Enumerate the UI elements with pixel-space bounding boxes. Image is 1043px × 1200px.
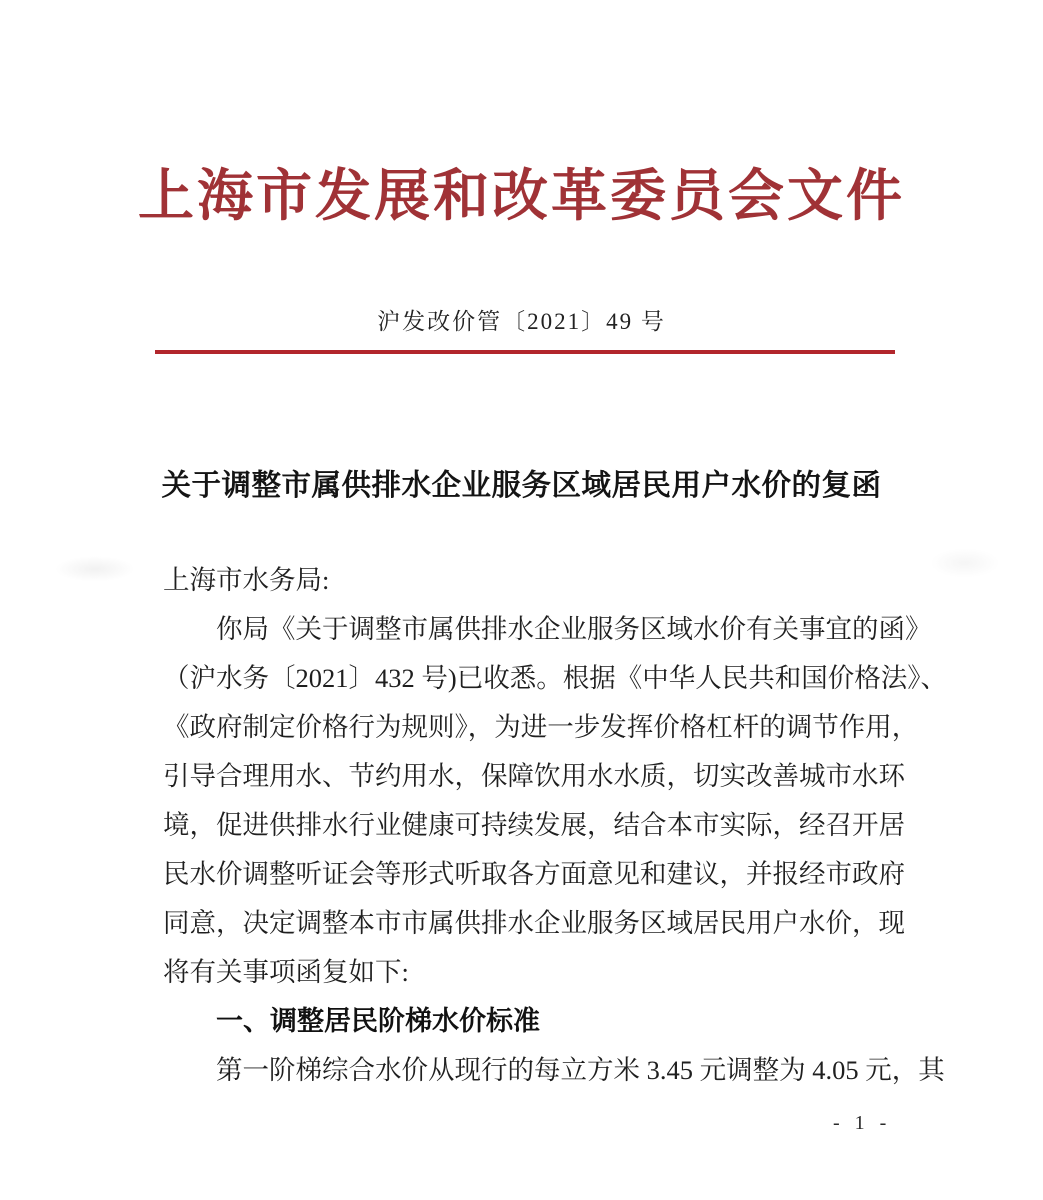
- body-line: 将有关事项函复如下:: [163, 957, 409, 987]
- body-line: 民水价调整听证会等形式听取各方面意见和建议，并报经市政府: [163, 859, 905, 889]
- document-body: [163, 556, 947, 1095]
- scan-smudge: [55, 556, 135, 582]
- agency-title: 上海市发展和改革委员会文件: [138, 166, 905, 228]
- addressee: 上海市水务局:: [163, 565, 330, 595]
- section-heading: 一、调整居民阶梯水价标准: [216, 1006, 540, 1036]
- body-continuation-line: 第一阶梯综合水价从现行的每立方米 3.45 元调整为 4.05 元，其: [216, 1055, 945, 1085]
- body-line: 引导合理用水、节约用水，保障饮用水水质，切实改善城市水环: [163, 761, 905, 791]
- body-line: 境，促进供排水行业健康可持续发展，结合本市实际，经召开居: [163, 810, 905, 840]
- body-line: 《政府制定价格行为规则》，为进一步发挥价格杠杆的调节作用，: [163, 712, 919, 742]
- body-line: 你局《关于调整市属供排水企业服务区域水价有关事宜的函》: [216, 614, 932, 644]
- page-number: - 1 -: [833, 1112, 892, 1134]
- body-line: 同意，决定调整本市市属供排水企业服务区域居民用户水价，现: [163, 908, 905, 938]
- scan-smudge: [930, 548, 1000, 578]
- red-divider-line: [155, 350, 895, 354]
- doc-number: 沪发改价管〔2021〕49 号: [377, 309, 666, 334]
- body-line: （沪水务〔2021〕432 号)已收悉。根据《中华人民共和国价格法》、: [163, 663, 947, 693]
- document-title: 关于调整市属供排水企业服务区域居民用户水价的复函: [161, 470, 882, 502]
